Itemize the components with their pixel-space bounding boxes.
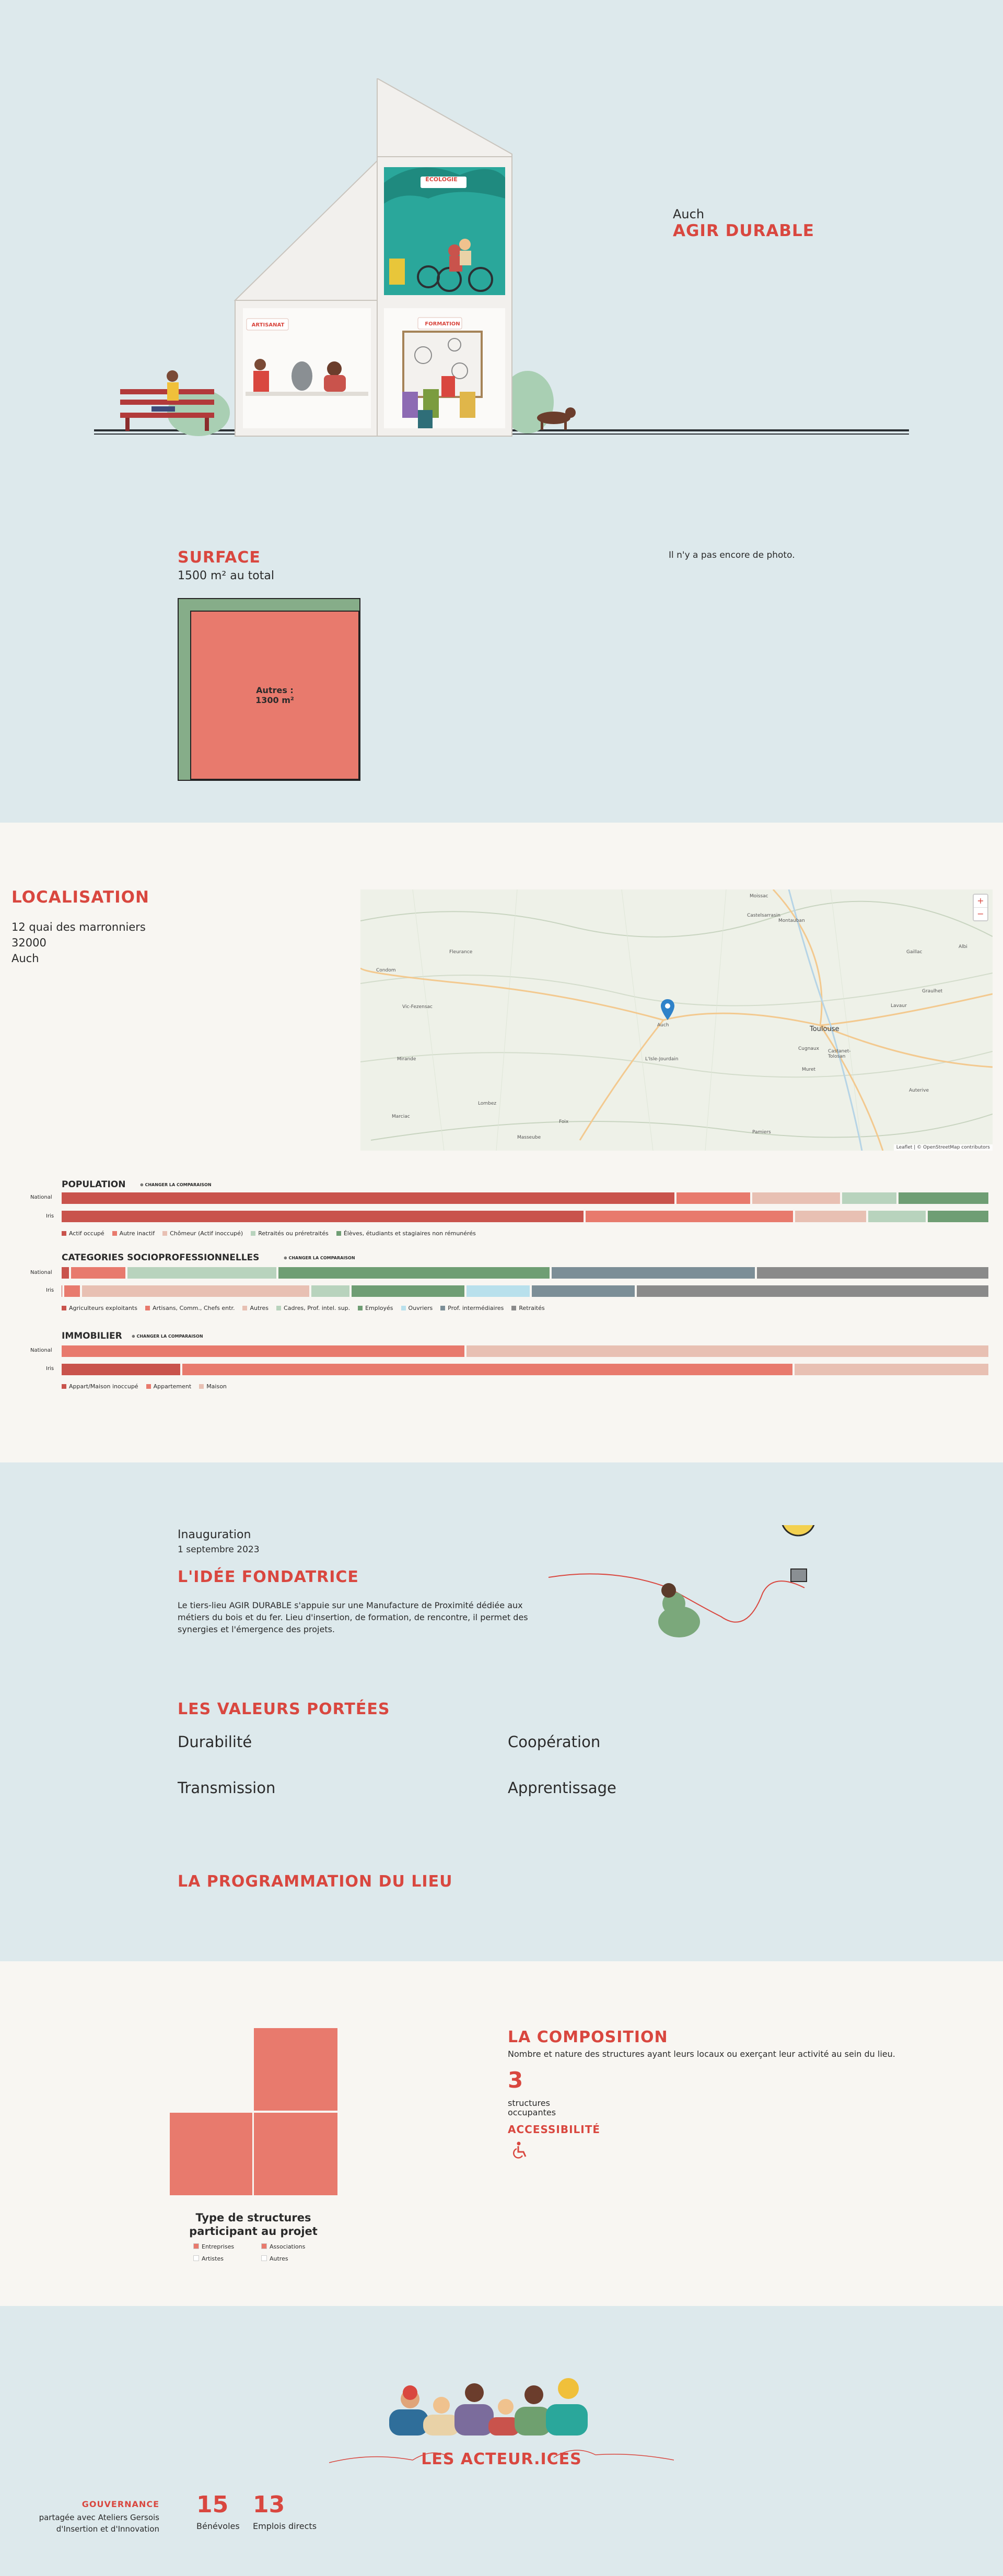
legend-item [112, 1230, 155, 1237]
valeur-item: Coopération [508, 1733, 601, 1751]
hero-band [0, 0, 1003, 823]
map-place: Cugnaux [798, 1046, 819, 1051]
population-row-label: National [30, 1195, 52, 1200]
map-place: Masseube [517, 1135, 541, 1140]
surface-block-value: 1300 m² [255, 695, 294, 705]
map-place: Foix [559, 1119, 569, 1125]
label-ecologie: ÉCOLOGIE [425, 176, 458, 183]
map[interactable] [360, 889, 993, 1151]
stacked-bar-segment[interactable] [586, 1211, 793, 1222]
legend-label: Artisans, Comm., Chefs entr. [152, 1305, 235, 1312]
legend-label: Artistes [202, 2255, 224, 2262]
legend-label: Associations [270, 2243, 306, 2250]
legend-swatch [62, 1231, 66, 1236]
lieu-city: Auch [673, 207, 705, 221]
valeur-item: Apprentissage [508, 1779, 616, 1797]
legend-swatch [261, 2243, 267, 2249]
benevoles-count: 15 [196, 2491, 229, 2518]
legend-swatch [261, 2255, 267, 2261]
stacked-bar-segment[interactable] [532, 1285, 635, 1297]
population-compare-button[interactable]: ⊕ CHANGER LA COMPARAISON [140, 1182, 212, 1187]
map-place: Lavaur [891, 1003, 907, 1009]
map-place: Montauban [778, 918, 805, 923]
map-place: Vic-Fezensac [402, 1004, 433, 1010]
legend-swatch [358, 1306, 363, 1310]
composition-count-label: structures [508, 2098, 550, 2108]
address-city: Auch [11, 952, 39, 965]
population-iris-bar [62, 1211, 990, 1222]
gouvernance-title: GOUVERNANCE [81, 2499, 159, 2509]
legend-swatch [251, 1231, 255, 1236]
legend-item [336, 1230, 476, 1237]
stacked-bar-segment[interactable] [62, 1192, 674, 1204]
map-place: Lombez [478, 1101, 497, 1106]
population-title: POPULATION [62, 1179, 126, 1190]
legend-label: Retraités ou préretraités [258, 1230, 329, 1237]
csp-row-label: National [30, 1270, 52, 1275]
map-place: Mirande [397, 1057, 416, 1062]
immobilier-compare-button[interactable]: ⊕ CHANGER LA COMPARAISON [132, 1334, 203, 1339]
composition-block-entreprises [254, 2028, 337, 2111]
stacked-bar-segment[interactable] [62, 1211, 584, 1222]
composition-chart-title: Type de structures participant au projet [189, 2211, 318, 2238]
legend-swatch [112, 1231, 117, 1236]
lieu-name: AGIR DURABLE [673, 221, 814, 240]
stacked-bar-segment[interactable] [842, 1192, 896, 1204]
csp-title: CATEGORIES SOCIOPROFESSIONNELLES [62, 1252, 260, 1263]
stacked-bar-segment[interactable] [62, 1364, 180, 1375]
map-place: Fleurance [449, 950, 473, 955]
legend-label: Employés [365, 1305, 393, 1312]
stacked-bar-segment[interactable] [71, 1267, 125, 1279]
legend-item [62, 1305, 137, 1312]
legend-item [276, 1305, 350, 1312]
inauguration-label: Inauguration [178, 1528, 251, 1541]
map-place: Graulhet [922, 989, 943, 994]
legend-item [199, 1383, 227, 1390]
gouvernance-text: d'Insertion et d'Innovation [56, 2524, 159, 2534]
map-marker-icon[interactable] [661, 999, 674, 1020]
legend-item [261, 2255, 329, 2262]
stacked-bar-segment[interactable] [466, 1285, 530, 1297]
acteurs-band [0, 2306, 1003, 2576]
wheelchair-icon [512, 2141, 528, 2159]
legend-label: Maison [206, 1383, 227, 1390]
no-photo-text: Il n'y a pas encore de photo. [669, 550, 795, 560]
stacked-bar-segment[interactable] [795, 1364, 988, 1375]
acteurs-title: LES ACTEUR.ICES [421, 2450, 582, 2468]
localisation-title: LOCALISATION [11, 888, 149, 907]
csp-row-label: Iris [46, 1287, 54, 1293]
legend-swatch [199, 1384, 204, 1389]
legend-label: Prof. intermédiaires [448, 1305, 504, 1312]
legend-item [251, 1230, 329, 1237]
composition-band [0, 1961, 1003, 2306]
stacked-bar-segment[interactable] [552, 1267, 755, 1279]
csp-iris-bar [62, 1285, 990, 1297]
valeurs-title: LES VALEURS PORTÉES [178, 1700, 390, 1718]
map-attribution[interactable]: Leaflet | © OpenStreetMap contributors [894, 1144, 993, 1151]
map-place: Muret [802, 1067, 816, 1072]
legend-item [440, 1305, 504, 1312]
legend-label: Chômeur (Actif inoccupé) [170, 1230, 243, 1237]
legend-label: Entreprises [202, 2243, 235, 2250]
composition-title: LA COMPOSITION [508, 2028, 668, 2046]
emplois-count: 13 [253, 2491, 285, 2518]
map-place: Castanet-Tolosan [828, 1049, 851, 1059]
legend-swatch [401, 1306, 406, 1310]
legend-item [511, 1305, 544, 1312]
legend-swatch [146, 1384, 151, 1389]
map-zoom-out-button[interactable]: − [977, 909, 984, 919]
valeur-item: Transmission [178, 1779, 276, 1797]
stacked-bar-segment[interactable] [311, 1285, 349, 1297]
legend-swatch [440, 1306, 445, 1310]
stacked-bar-segment[interactable] [868, 1211, 926, 1222]
legend-label: Ouvriers [408, 1305, 433, 1312]
legend-label: Retraités [519, 1305, 545, 1312]
legend-label: Autre inactif [119, 1230, 155, 1237]
legend-label: Autres [250, 1305, 269, 1312]
immobilier-legend [62, 1383, 227, 1390]
idee-text: Le tiers-lieu AGIR DURABLE s'appuie sur une Manufacture de Proximité dédiée aux métiers du bois et du fer. Lieu d'insertion, de formation, de rencontre, il permet des synergies et l'émergence des projets. [178, 1600, 528, 1634]
legend-swatch [242, 1306, 247, 1310]
immobilier-title: IMMOBILIER [62, 1331, 122, 1341]
stacked-bar-segment[interactable] [352, 1285, 464, 1297]
csp-legend [62, 1305, 545, 1312]
stacked-bar-segment[interactable] [795, 1211, 866, 1222]
legend-swatch [145, 1306, 150, 1310]
population-national-bar [62, 1192, 990, 1204]
legend-label: Appartement [153, 1383, 192, 1390]
stacked-bar-segment[interactable] [62, 1345, 464, 1357]
composition-block-entreprises [170, 2113, 252, 2195]
acteurs-illustration [387, 2368, 622, 2436]
csp-national-bar [62, 1267, 990, 1279]
population-row-label: Iris [46, 1213, 54, 1219]
stacked-bar-segment[interactable] [278, 1267, 550, 1279]
label-formation: FORMATION [425, 321, 460, 327]
csp-compare-button[interactable]: ⊕ CHANGER LA COMPARAISON [284, 1256, 355, 1260]
stacked-bar-segment[interactable] [637, 1285, 988, 1297]
legend-swatch [193, 2243, 199, 2249]
map-place: Gaillac [906, 950, 923, 955]
stacked-bar-segment[interactable] [928, 1211, 988, 1222]
idea-illustration [549, 1525, 831, 1650]
legend-swatch [193, 2255, 199, 2261]
legend-label: Actif occupé [69, 1230, 104, 1237]
legend-item [62, 1383, 138, 1390]
legend-item [193, 2255, 261, 2262]
immobilier-national-bar [62, 1345, 990, 1357]
legend-swatch [336, 1231, 341, 1236]
valeur-item: Durabilité [178, 1733, 252, 1751]
surface-title: SURFACE [178, 548, 261, 567]
stacked-bar-segment[interactable] [64, 1285, 80, 1297]
legend-label: Autres [270, 2255, 288, 2262]
idee-title: L'IDÉE FONDATRICE [178, 1568, 359, 1586]
immobilier-row-label: National [30, 1348, 52, 1353]
stacked-bar-segment[interactable] [752, 1192, 840, 1204]
legend-item [242, 1305, 269, 1312]
surface-autres-block [190, 611, 359, 780]
composition-legend [193, 2243, 329, 2262]
address-postcode: 32000 [11, 936, 46, 949]
legend-swatch [511, 1306, 516, 1310]
benevoles-label: Bénévoles [196, 2521, 240, 2531]
stacked-bar-segment[interactable] [182, 1364, 792, 1375]
legend-swatch [162, 1231, 167, 1236]
population-legend [62, 1230, 476, 1237]
stacked-bar-segment[interactable] [677, 1192, 751, 1204]
tiers-lieu-illustration [94, 78, 909, 449]
legend-item [193, 2243, 261, 2250]
legend-item [358, 1305, 393, 1312]
surface-outer-block [178, 598, 360, 781]
legend-item [162, 1230, 243, 1237]
localisation-band [0, 823, 1003, 1462]
address-block [11, 919, 146, 966]
stacked-bar-segment[interactable] [899, 1192, 988, 1204]
address-street: 12 quai des marronniers [11, 921, 146, 933]
legend-item [145, 1305, 235, 1312]
stacked-bar-segment[interactable] [82, 1285, 309, 1297]
legend-label: Agriculteurs exploitants [69, 1305, 137, 1312]
map-zoom-control [973, 894, 988, 921]
map-zoom-in-button[interactable]: + [974, 895, 987, 908]
map-place: Castelsarrasin [747, 913, 780, 918]
map-place: Albi [959, 944, 967, 950]
emplois-label: Emplois directs [253, 2521, 317, 2531]
stacked-bar-segment[interactable] [62, 1267, 69, 1279]
idee-band [0, 1462, 1003, 1961]
map-place: Marciac [392, 1114, 410, 1119]
composition-count-label: occupantes [508, 2107, 556, 2117]
map-place: Moissac [750, 894, 768, 899]
legend-label: Appart/Maison inoccupé [69, 1383, 138, 1390]
surface-total: 1500 m² au total [178, 569, 274, 582]
map-place: Auch [657, 1023, 669, 1028]
immobilier-row-label: Iris [46, 1366, 54, 1372]
composition-subtitle: Nombre et nature des structures ayant leurs locaux ou exerçant leur activité au sein du lieu. [508, 2049, 895, 2059]
map-place: Auterive [909, 1088, 929, 1093]
surface-block-label: Autres : [256, 685, 294, 695]
composition-block-associations [254, 2113, 337, 2195]
label-artisanat: ARTISANAT [251, 322, 285, 328]
map-place: Condom [376, 968, 396, 973]
programmation-title: LA PROGRAMMATION DU LIEU [178, 1872, 453, 1891]
map-place-major: Toulouse [810, 1025, 839, 1033]
legend-label: Élèves, étudiants et stagiaires non rémunérés [343, 1230, 476, 1237]
immobilier-iris-bar [62, 1364, 990, 1375]
gouvernance-text: partagée avec Ateliers Gersois [39, 2513, 159, 2522]
map-place: Pamiers [752, 1130, 771, 1135]
legend-item [146, 1383, 192, 1390]
legend-item [261, 2243, 329, 2250]
accessibilite-title: ACCESSIBILITÉ [508, 2123, 601, 2136]
stacked-bar-segment[interactable] [466, 1345, 988, 1357]
map-place: L'Isle-Jourdain [645, 1057, 679, 1062]
stacked-bar-segment[interactable] [127, 1267, 276, 1279]
map-terrain [360, 889, 993, 1151]
stacked-bar-segment[interactable] [757, 1267, 988, 1279]
composition-count: 3 [508, 2067, 523, 2093]
legend-swatch [276, 1306, 281, 1310]
legend-item [401, 1305, 433, 1312]
legend-swatch [62, 1306, 66, 1310]
inauguration-date: 1 septembre 2023 [178, 1544, 260, 1555]
legend-label: Cadres, Prof. intel. sup. [284, 1305, 351, 1312]
legend-item [62, 1230, 104, 1237]
legend-swatch [62, 1384, 66, 1389]
